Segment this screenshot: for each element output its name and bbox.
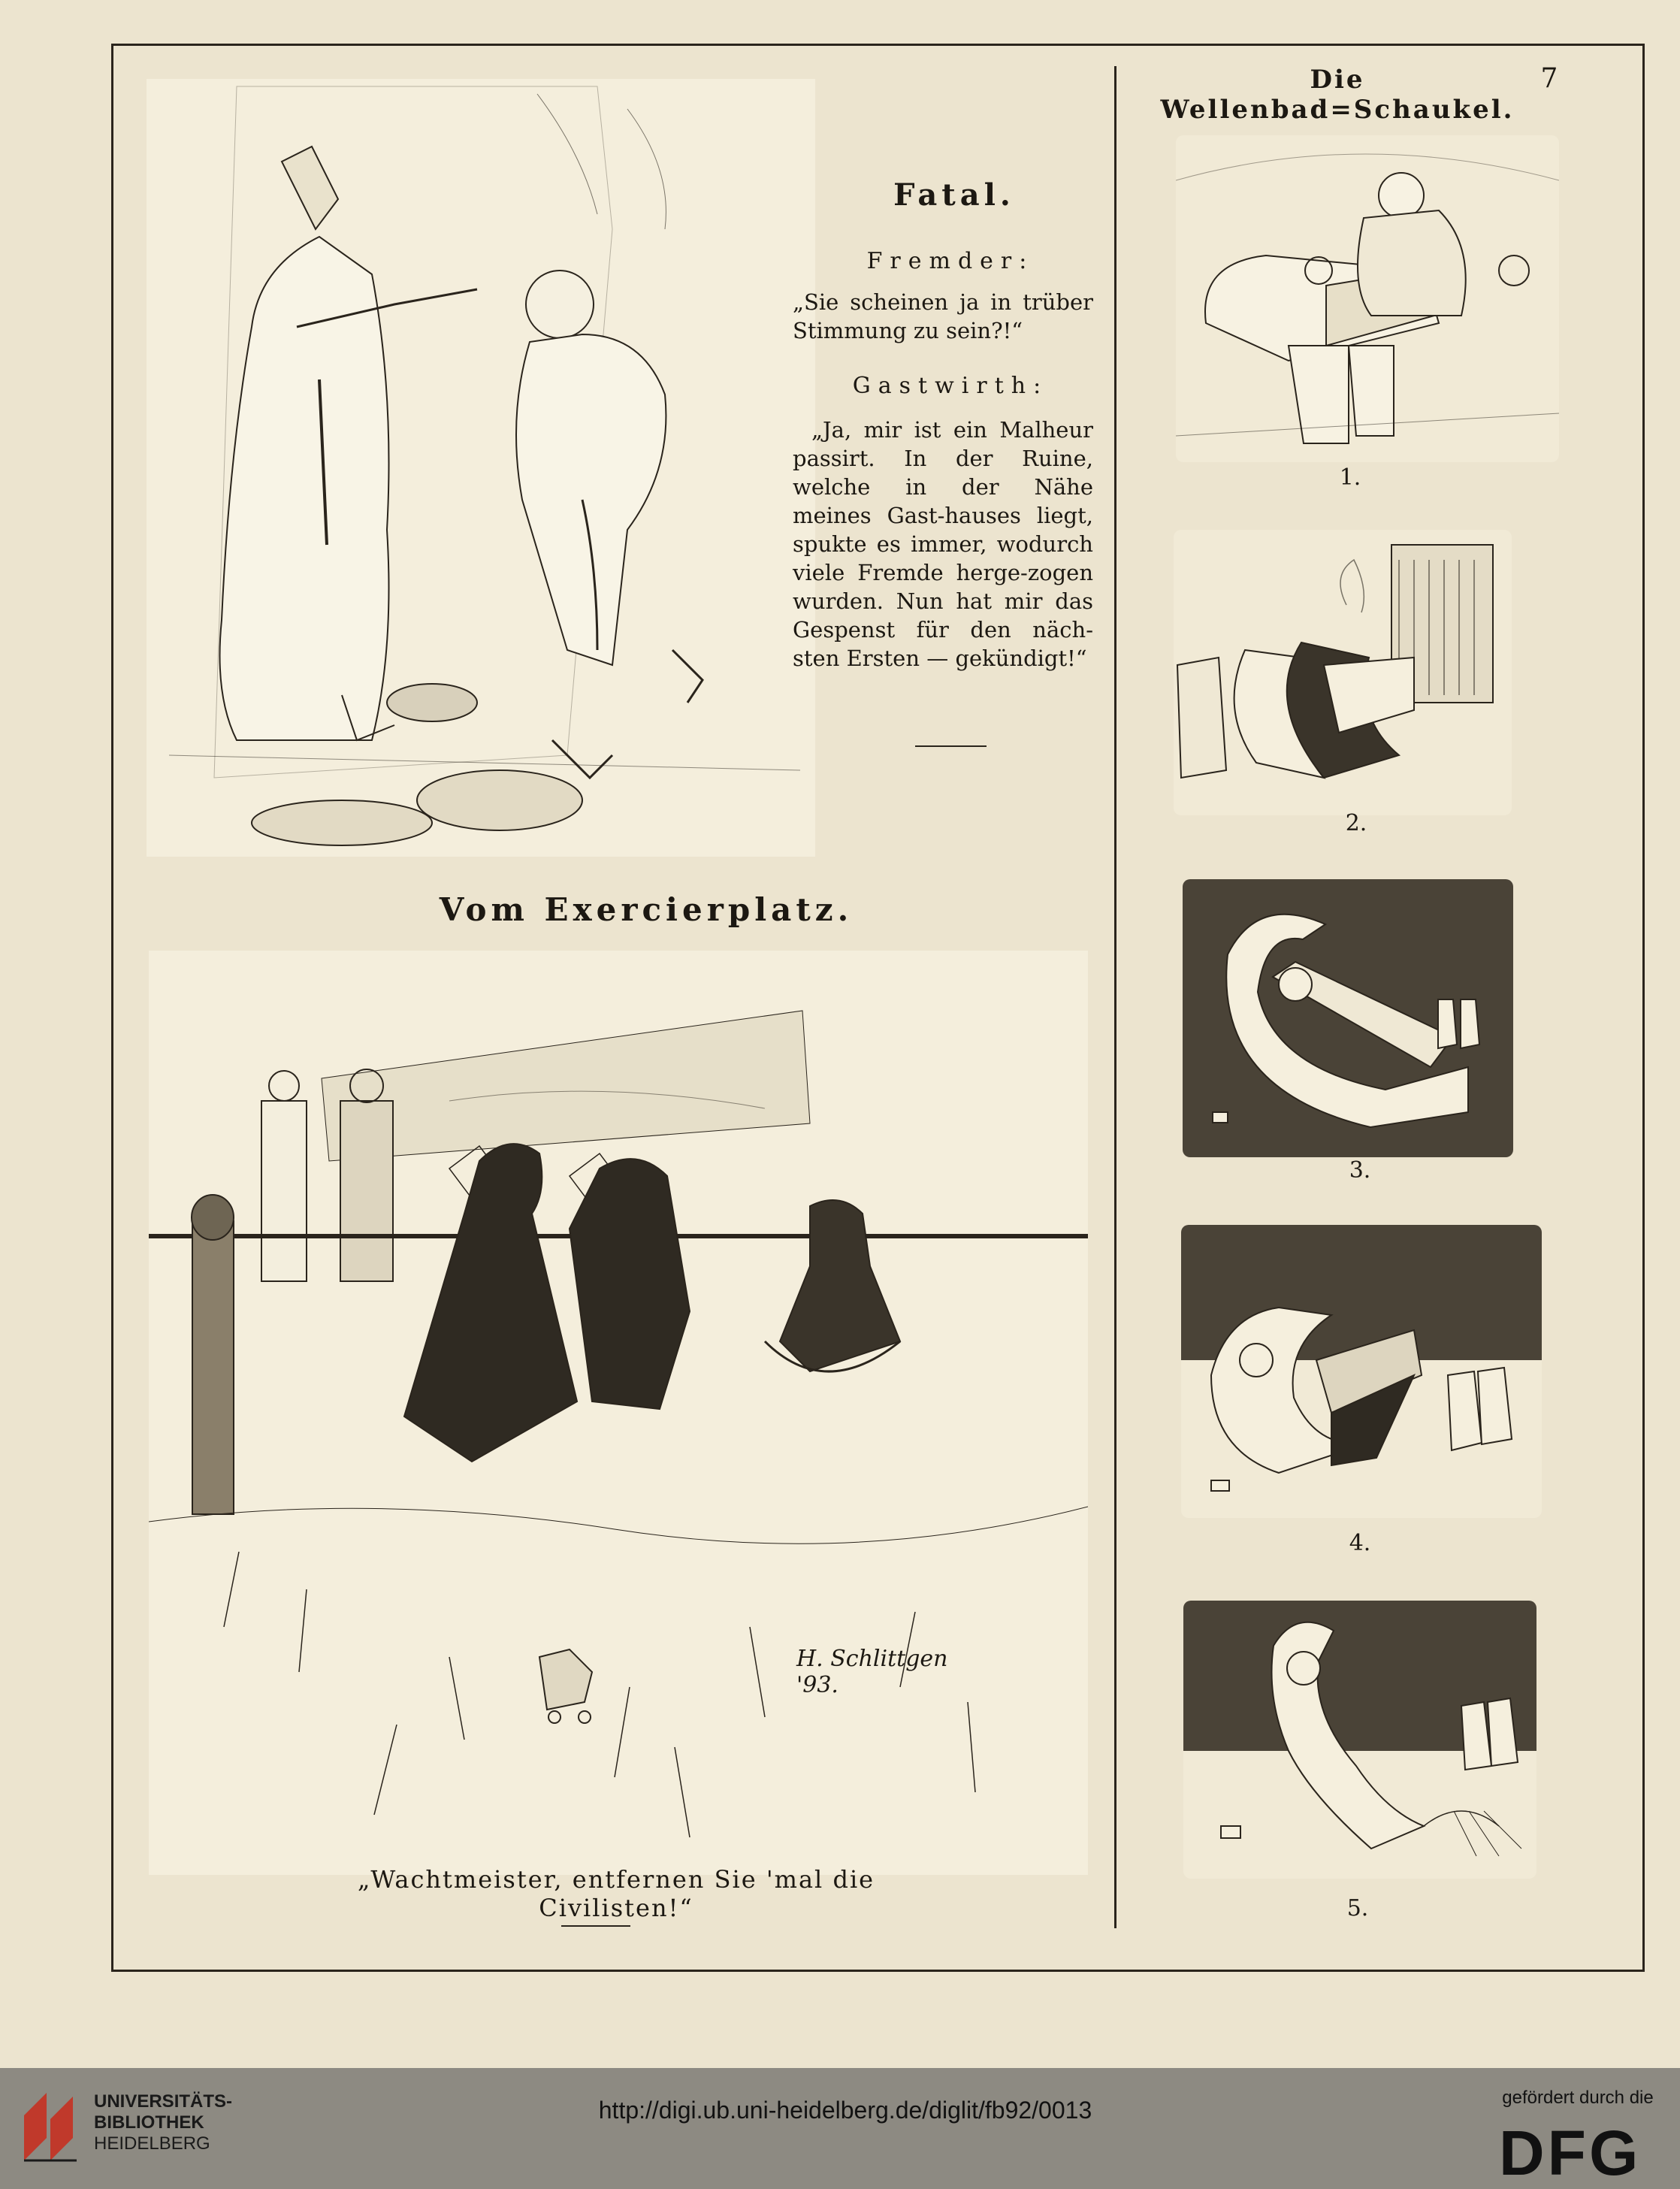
children-at-fence-drawing: [149, 951, 1088, 1875]
wellenbad-panel-3: [1183, 879, 1513, 1157]
panel-4-drawing: [1181, 1225, 1542, 1518]
exercier-title: Vom Exercierplatz.: [439, 891, 854, 928]
viewer-footer: [0, 2068, 1680, 2189]
exercier-illustration: [149, 951, 1088, 1875]
wellenbad-panel-5: [1183, 1601, 1536, 1879]
permalink-url[interactable]: http://digi.ub.uni-heidelberg.de/diglit/fb92/0013: [598, 2097, 1092, 2124]
wellenbad-panel-1: [1176, 135, 1559, 462]
panel-1-drawing: [1176, 135, 1559, 462]
page-number: 7: [1540, 63, 1563, 94]
fatal-speaker-innkeeper: Gastwirth:: [852, 373, 1049, 399]
fatal-speaker-stranger: Fremder:: [866, 248, 1035, 274]
funded-by-label: gefördert durch die: [1502, 2088, 1654, 2108]
university-library-logo-icon: [17, 2085, 84, 2168]
dfg-logo-icon: [1499, 2121, 1657, 2181]
artist-signature: H. Schlittgen '93.: [796, 1646, 948, 1698]
fatal-title: Fatal.: [893, 177, 1015, 213]
fatal-speech-innkeeper: „Ja, mir ist ein Malheur passirt. In der Ruine, welche in der Nähe meines Gast-hauses liegt, spukte es immer, wodurch viele Fremde herge-zogen wurden. Nun hat mir das Gespenst für den näch-sten Ersten — gekündigt!“: [793, 417, 1093, 671]
panel-2-drawing: [1174, 530, 1512, 815]
exercier-caption: „Wachtmeister, entfernen Sie 'mal die Civilisten!“: [357, 1865, 875, 1922]
library-line-1: UNIVERSITÄTS-: [94, 2091, 233, 2112]
fatal-speech-stranger: „Sie scheinen ja in trüber Stimmung zu sein?!“: [793, 289, 1093, 343]
running-title: Die Wellenbad=Schaukel.: [1160, 65, 1515, 125]
panel-2-number: 2.: [1345, 810, 1367, 836]
library-line-3: HEIDELBERG: [94, 2133, 210, 2154]
university-library-name: [94, 2091, 232, 2154]
wellenbad-panel-4: [1181, 1225, 1542, 1518]
panel-5-number: 5.: [1346, 1895, 1369, 1921]
panel-1-number: 1.: [1339, 464, 1361, 491]
svg-text:DFG: DFG: [1499, 2121, 1642, 2181]
panel-3-number: 3.: [1349, 1157, 1371, 1184]
fatal-illustration: [147, 79, 815, 857]
panel-4-number: 4.: [1349, 1530, 1371, 1556]
ghost-and-innkeeper-drawing: [147, 79, 815, 857]
wellenbad-panel-2: [1174, 530, 1512, 815]
panel-5-drawing: [1183, 1601, 1536, 1879]
library-line-2: BIBLIOTHEK: [94, 2112, 204, 2133]
exercier-end-rule: [561, 1925, 630, 1927]
column-divider: [1114, 66, 1116, 1928]
fatal-end-rule: [915, 745, 987, 747]
panel-3-drawing: [1183, 879, 1513, 1157]
